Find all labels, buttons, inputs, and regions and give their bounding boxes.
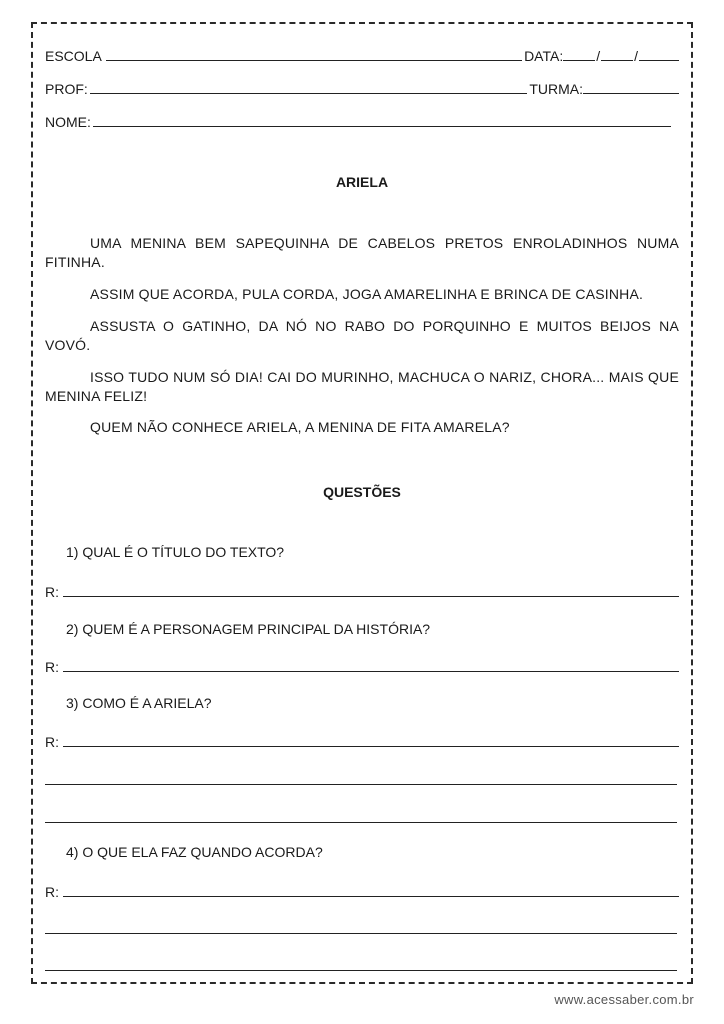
date-day-field[interactable] (563, 59, 595, 61)
answer-4-row (45, 882, 679, 900)
answer-4-extra-line[interactable] (45, 932, 677, 934)
question-1: 1) QUAL É O TÍTULO DO TEXTO? (66, 544, 285, 560)
answer-1-row (45, 582, 679, 600)
answer-2-row (45, 657, 679, 675)
answer-label: R: (45, 659, 59, 675)
worksheet-border (31, 22, 693, 984)
turma-label: TURMA: (529, 81, 583, 97)
prof-field[interactable] (90, 92, 528, 94)
answer-3-field[interactable] (63, 745, 679, 747)
answer-label: R: (45, 584, 59, 600)
story-paragraph: ASSIM QUE ACORDA, PULA CORDA, JOGA AMARELINHA E BRINCA DE CASINHA. (90, 286, 644, 302)
question-2: 2) QUEM É A PERSONAGEM PRINCIPAL DA HISTÓRIA? (66, 621, 431, 637)
question-3: 3) COMO É A ARIELA? (66, 695, 212, 711)
answer-4-extra-line[interactable] (45, 969, 677, 971)
date-separator: / (634, 48, 638, 64)
date-month-field[interactable] (601, 59, 633, 61)
story-title: ARIELA (335, 174, 389, 190)
nome-field[interactable] (93, 125, 671, 127)
story-paragraph: ASSUSTA O GATINHO, DA NÓ NO RABO DO PORQUINHO E MUITOS BEIJOS NA VOVÓ. (45, 318, 679, 353)
answer-4-field[interactable] (63, 895, 679, 897)
story-paragraph: ISSO TUDO NUM SÓ DIA! CAI DO MURINHO, MACHUCA O NARIZ, CHORA... MAIS QUE MENINA FELIZ! (45, 369, 679, 404)
story-paragraph: UMA MENINA BEM SAPEQUINHA DE CABELOS PRETOS ENROLADINHOS NUMA FITINHA. (45, 235, 679, 270)
prof-row (45, 77, 679, 97)
answer-3-extra-line[interactable] (45, 783, 677, 785)
answer-2-field[interactable] (63, 670, 679, 672)
answer-1-field[interactable] (63, 595, 679, 597)
footer-website: www.acessaber.com.br (554, 992, 694, 1007)
questions-title: QUESTÕES (323, 484, 401, 500)
escola-row (45, 44, 679, 64)
nome-row (45, 110, 673, 130)
answer-3-row (45, 732, 679, 750)
escola-field[interactable] (106, 59, 522, 61)
escola-label: ESCOLA (45, 48, 102, 64)
question-4: 4) O QUE ELA FAZ QUANDO ACORDA? (66, 844, 323, 860)
data-label: DATA: (524, 48, 564, 64)
answer-label: R: (45, 884, 59, 900)
answer-3-extra-line[interactable] (45, 821, 677, 823)
answer-label: R: (45, 734, 59, 750)
nome-label: NOME: (45, 114, 91, 130)
turma-field[interactable] (583, 92, 679, 94)
story-paragraph: QUEM NÃO CONHECE ARIELA, A MENINA DE FITA AMARELA? (90, 419, 510, 435)
prof-label: PROF: (45, 81, 88, 97)
date-year-field[interactable] (639, 59, 679, 61)
date-separator: / (596, 48, 601, 64)
